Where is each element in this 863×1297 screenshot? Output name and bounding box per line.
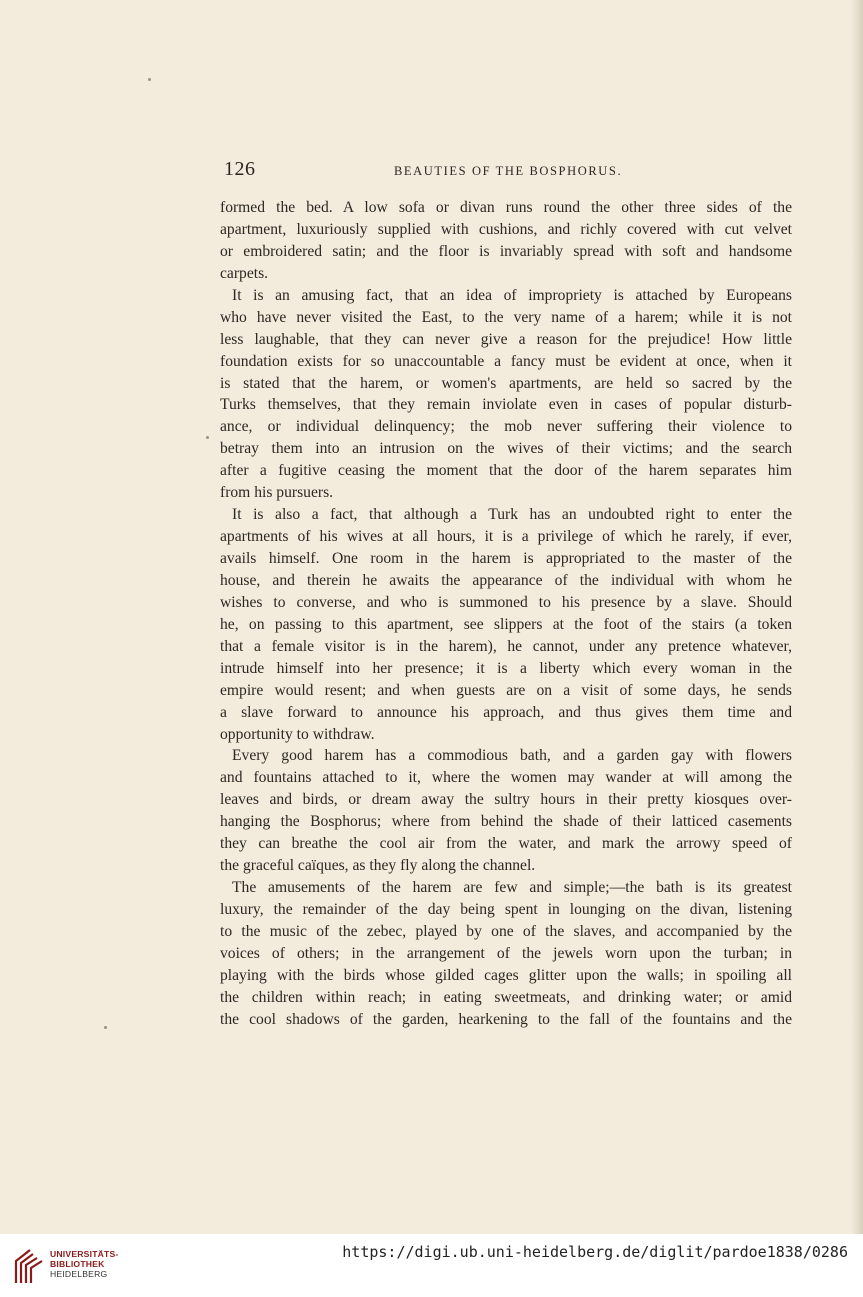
university-library-logo-icon[interactable] <box>12 1247 46 1285</box>
text-line: hanging the Bosphorus; where from behind the shade of their latticed casements <box>220 813 792 831</box>
body-text <box>220 197 792 1031</box>
text-line: playing with the birds whose gilded cages glitter upon the walls; in spoiling all <box>220 966 792 984</box>
text-line: ance, or individual delinquency; the mob never suffering their violence to <box>220 418 792 436</box>
page-edge-shadow <box>851 0 863 1234</box>
text-line: wishes to converse, and who is summoned to his presence by a slave. Should <box>220 593 792 611</box>
text-line: who have never visited the East, to the very name of a harem; while it is not <box>220 308 792 326</box>
text-line: apartment, luxuriously supplied with cushions, and richly covered with cut velvet <box>220 220 792 238</box>
text-line: or embroidered satin; and the floor is invariably spread with soft and handsome <box>220 242 792 260</box>
margin-speck <box>148 78 151 81</box>
text-line: from his pursuers. <box>220 484 334 502</box>
text-line: Every good harem has a commodious bath, and a garden gay with flowers <box>232 747 792 765</box>
running-title: BEAUTIES OF THE BOSPHORUS. <box>394 164 623 178</box>
text-line: luxury, the remainder of the day being spent in lounging on the divan, listening <box>220 901 792 918</box>
text-line: the graceful caïques, as they fly along the channel. <box>220 857 536 875</box>
text-line: formed the bed. A low sofa or divan runs round the other three sides of the <box>220 199 792 216</box>
text-line: opportunity to withdraw. <box>220 725 375 743</box>
text-line: after a fugitive ceasing the moment that the door of the harem separates him <box>220 462 792 480</box>
text-line: and fountains attached to it, where the women may wander at will among the <box>220 769 792 787</box>
page-header <box>224 158 792 188</box>
permalink-url[interactable]: https://digi.ub.uni-heidelberg.de/diglit/pardoe1838/0286 <box>342 1243 848 1261</box>
text-line: that a female visitor is in the harem), he cannot, under any pretence whatever, <box>220 637 792 655</box>
page-number: 126 <box>224 158 256 180</box>
margin-speck <box>206 436 209 439</box>
text-line: the children within reach; in eating sweetmeats, and drinking water; or amid <box>220 988 792 1006</box>
text-line: It is also a fact, that although a Turk has an undoubted right to enter the <box>232 506 792 524</box>
margin-speck <box>104 1026 107 1029</box>
text-line: avails himself. One room in the harem is appropriated to the master of the <box>220 550 792 567</box>
text-line: carpets. <box>220 264 269 282</box>
text-line: to the music of the zebec, played by one of the slaves, and accompanied by the <box>220 922 792 940</box>
library-city: HEIDELBERG <box>50 1269 108 1279</box>
text-line: betray them into an intrusion on the wives of their victims; and the search <box>220 440 792 458</box>
text-line: he, on passing to this apartment, see slippers at the foot of the stairs (a token <box>220 615 792 633</box>
text-line: It is an amusing fact, that an idea of impropriety is attached by Europeans <box>232 286 792 304</box>
viewer-footer <box>0 1234 863 1297</box>
text-line: is stated that the harem, or women's apartments, are held so sacred by the <box>220 374 792 392</box>
text-line: voices of others; in the arrangement of the jewels worn upon the turban; in <box>220 944 792 962</box>
text-line: apartments of his wives at all hours, it is a privilege of which he rarely, if ever, <box>220 528 792 546</box>
library-name-line2: BIBLIOTHEK <box>50 1259 105 1269</box>
text-line: a slave forward to announce his approach, and thus gives them time and <box>220 703 792 721</box>
text-line: Turks themselves, that they remain inviolate even in cases of popular disturb- <box>220 396 792 414</box>
text-line: house, and therein he awaits the appearance of the individual with whom he <box>220 571 792 589</box>
text-line: they can breathe the cool air from the water, and mark the arrowy speed of <box>220 835 792 853</box>
text-line: The amusements of the harem are few and simple;—the bath is its greatest <box>232 879 792 897</box>
text-line: empire would resent; and when guests are on a visit of some days, he sends <box>220 681 792 699</box>
library-name <box>50 1249 119 1279</box>
text-line: the cool shadows of the garden, hearkening to the fall of the fountains and the <box>220 1010 792 1028</box>
library-name-line1: UNIVERSITÄTS- <box>50 1249 119 1259</box>
text-line: leaves and birds, or dream away the sultry hours in their pretty kiosques over- <box>220 791 792 809</box>
text-line: foundation exists for so unaccountable a fancy must be evident at once, when it <box>220 352 792 370</box>
text-line: intrude himself into her presence; it is a liberty which every woman in the <box>220 659 792 677</box>
text-line: less laughable, that they can never give a reason for the prejudice! How little <box>220 330 792 348</box>
